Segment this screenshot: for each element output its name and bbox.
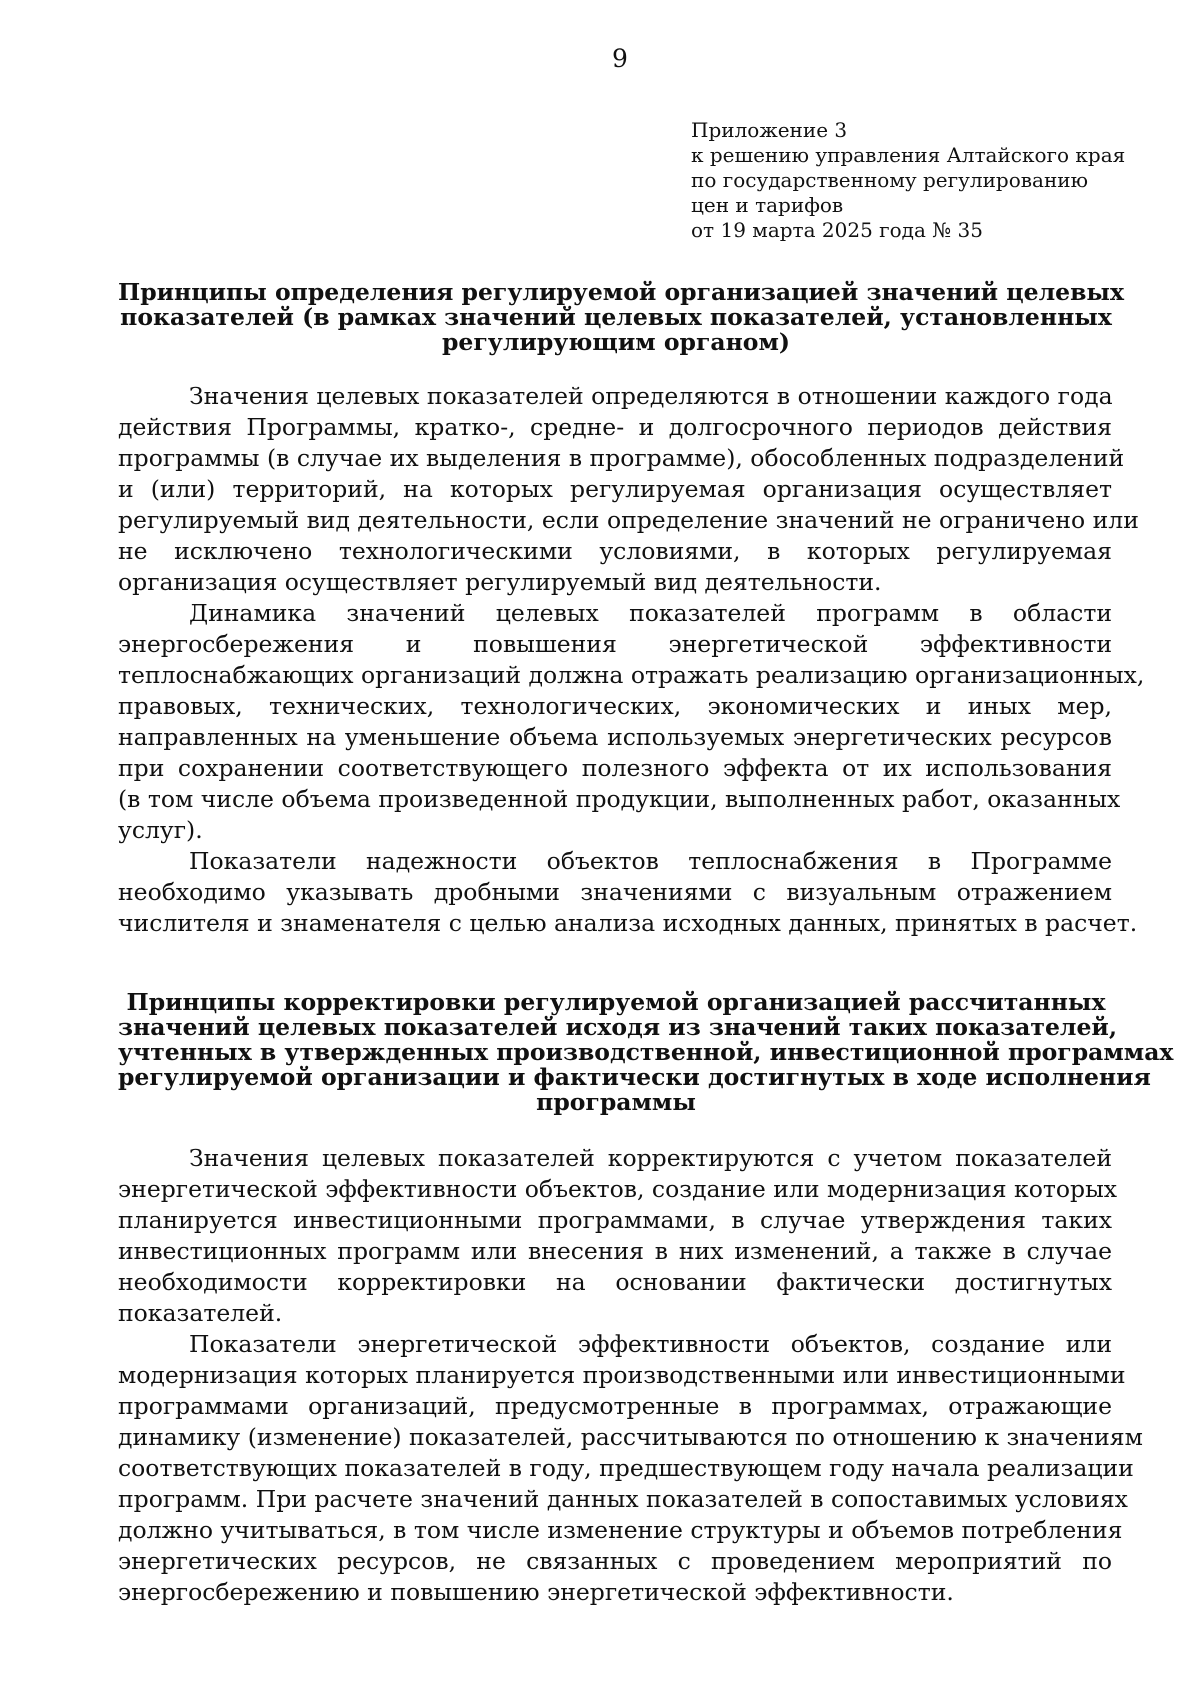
appendix-line: цен и тарифов <box>691 193 844 217</box>
section-heading-2 <box>118 988 1174 1116</box>
text-line: Значения целевых показателей корректируются с учетом показателей <box>189 1144 1112 1172</box>
text-line: показателей. <box>118 1299 283 1327</box>
text-line: соответствующих показателей в году, предшествующем году начала реализации <box>118 1454 1134 1482</box>
appendix-line: к решению управления Алтайского края <box>691 143 1126 167</box>
heading-line: значений целевых показателей исходя из значений таких показателей, <box>118 1013 1118 1041</box>
text-line: инвестиционных программ или внесения в них изменений, а также в случае <box>118 1237 1112 1265</box>
appendix-line: от 19 марта 2025 года № 35 <box>691 218 984 242</box>
heading-line: Принципы определения регулируемой организацией значений целевых <box>118 278 1124 306</box>
text-line: Показатели энергетической эффективности объектов, создание или <box>189 1330 1112 1358</box>
body-paragraph <box>118 598 1145 846</box>
text-line: Значения целевых показателей определяются в отношении каждого года <box>189 382 1113 410</box>
text-line: необходимо указывать дробными значениями с визуальным отражением <box>118 878 1112 906</box>
body-paragraph <box>118 1143 1118 1329</box>
text-line: и (или) территорий, на которых регулируемая организация осуществляет <box>118 475 1112 503</box>
text-line: энергетической эффективности объектов, создание или модернизация которых <box>118 1175 1118 1203</box>
text-line: Показатели надежности объектов теплоснабжения в Программе <box>189 847 1112 875</box>
text-line: теплоснабжающих организаций должна отражать реализацию организационных, <box>118 661 1145 689</box>
text-line: правовых, технических, технологических, экономических и иных мер, <box>118 692 1112 720</box>
appendix-line: Приложение 3 <box>691 118 848 142</box>
heading-line: показателей (в рамках значений целевых показателей, установленных <box>120 303 1112 331</box>
body-paragraph <box>118 381 1139 598</box>
section-heading-1 <box>118 278 1124 356</box>
text-line: действия Программы, кратко-, средне- и долгосрочного периодов действия <box>118 413 1112 441</box>
appendix-line: по государственному регулированию <box>691 168 1089 192</box>
text-line: Динамика значений целевых показателей программ в области <box>189 599 1112 627</box>
body-paragraph <box>118 846 1138 939</box>
heading-line: регулируемой организации и фактически достигнутых в ходе исполнения <box>118 1063 1151 1091</box>
text-line: регулируемый вид деятельности, если определение значений не ограничено или <box>118 506 1139 534</box>
text-line: необходимости корректировки на основании фактически достигнутых <box>118 1268 1112 1296</box>
body-paragraph <box>118 1329 1143 1608</box>
text-line: планируется инвестиционными программами, в случае утверждения таких <box>118 1206 1112 1234</box>
heading-line: программы <box>536 1088 696 1116</box>
text-line: программами организаций, предусмотренные в программах, отражающие <box>118 1392 1112 1420</box>
text-line: энергосбережению и повышению энергетической эффективности. <box>118 1578 954 1606</box>
page-number: 9 <box>612 44 628 73</box>
heading-line: Принципы корректировки регулируемой организацией рассчитанных <box>126 988 1106 1016</box>
text-line: (в том числе объема произведенной продукции, выполненных работ, оказанных <box>118 785 1121 813</box>
text-line: программы (в случае их выделения в программе), обособленных подразделений <box>118 444 1125 472</box>
text-line: энергосбережения и повышения энергетической эффективности <box>118 630 1112 658</box>
text-line: не исключено технологическими условиями, в которых регулируемая <box>118 537 1112 565</box>
text-line: при сохранении соответствующего полезного эффекта от их использования <box>118 754 1112 782</box>
text-line: энергетических ресурсов, не связанных с проведением мероприятий по <box>118 1547 1112 1575</box>
heading-line: регулирующим органом) <box>442 328 790 356</box>
text-line: динамику (изменение) показателей, рассчитываются по отношению к значениям <box>118 1423 1143 1451</box>
text-line: организация осуществляет регулируемый вид деятельности. <box>118 568 882 596</box>
text-line: направленных на уменьшение объема используемых энергетических ресурсов <box>118 723 1112 751</box>
text-line: числителя и знаменателя с целью анализа исходных данных, принятых в расчет. <box>118 909 1138 937</box>
text-line: услуг). <box>118 816 203 844</box>
text-line: программ. При расчете значений данных показателей в сопоставимых условиях <box>118 1485 1128 1513</box>
appendix-header <box>691 118 1161 243</box>
text-line: должно учитываться, в том числе изменение структуры и объемов потребления <box>118 1516 1123 1544</box>
text-line: модернизация которых планируется производственными или инвестиционными <box>118 1361 1126 1389</box>
heading-line: учтенных в утвержденных производственной, инвестиционной программах <box>118 1038 1174 1066</box>
